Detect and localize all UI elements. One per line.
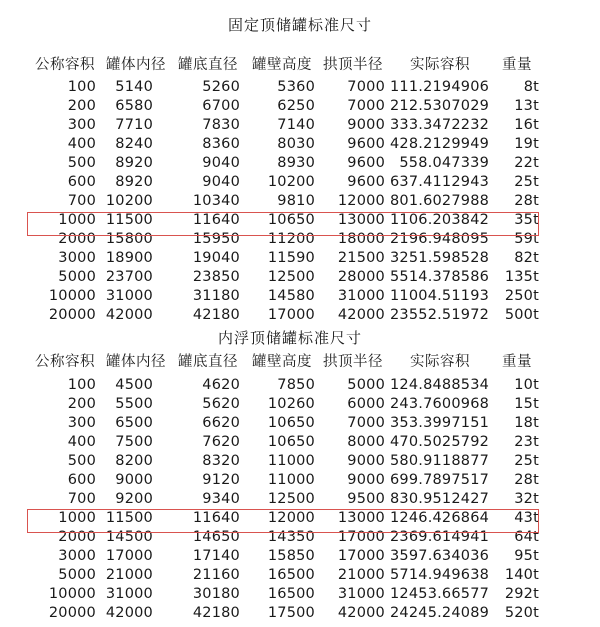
table-row [0,471,600,490]
cell-actual-volume: 699.7897517 [390,472,490,488]
cell-nominal-volume: 500 [67,155,96,171]
cell-wall-height: 15850 [267,548,315,564]
cell-actual-volume: 470.5025792 [390,434,490,450]
cell-inner-diameter: 9200 [115,491,153,507]
table-row [0,135,600,154]
cell-nominal-volume: 20000 [48,605,96,621]
cell-nominal-volume: 200 [67,396,96,412]
table-row [0,116,600,135]
header-inner-diameter: 罐体内径 [106,57,166,73]
cell-weight: 15t [514,396,539,412]
header-bottom-diameter: 罐底直径 [178,57,238,73]
cell-nominal-volume: 400 [67,434,96,450]
cell-weight: 292t [504,586,539,602]
cell-bottom-diameter: 14650 [192,529,240,545]
cell-actual-volume: 637.4112943 [390,174,490,190]
table-row [0,192,600,211]
cell-actual-volume: 801.6027988 [390,193,490,209]
cell-actual-volume: 2369.614941 [390,529,490,545]
cell-wall-height: 17000 [267,307,315,323]
cell-bottom-diameter: 4620 [202,377,240,393]
cell-actual-volume: 3597.634036 [390,548,490,564]
cell-dome-radius: 18000 [337,231,385,247]
cell-weight: 23t [514,434,539,450]
cell-bottom-diameter: 9120 [202,472,240,488]
cell-bottom-diameter: 7830 [202,117,240,133]
cell-weight: 250t [504,288,539,304]
cell-bottom-diameter: 6700 [202,98,240,114]
cell-weight: 10t [514,377,539,393]
cell-weight: 8t [523,79,539,95]
table-row [0,268,600,287]
highlight-box-table2 [27,509,539,533]
cell-inner-diameter: 8240 [115,136,153,152]
table-row [0,452,600,471]
cell-actual-volume: 212.5307029 [390,98,490,114]
table-row [0,306,600,325]
cell-inner-diameter: 7500 [115,434,153,450]
cell-wall-height: 17500 [267,605,315,621]
cell-wall-height: 7140 [277,117,315,133]
cell-weight: 135t [504,269,539,285]
cell-nominal-volume: 3000 [58,250,96,266]
cell-nominal-volume: 20000 [48,307,96,323]
cell-nominal-volume: 100 [67,377,96,393]
cell-bottom-diameter: 21160 [192,567,240,583]
cell-bottom-diameter: 5620 [202,396,240,412]
cell-wall-height: 12500 [267,269,315,285]
cell-nominal-volume: 500 [67,453,96,469]
cell-weight: 59t [514,231,539,247]
table-row [0,395,600,414]
cell-dome-radius: 21000 [337,567,385,583]
table-row [0,287,600,306]
cell-nominal-volume: 600 [67,472,96,488]
cell-actual-volume: 12453.66577 [390,586,490,602]
table-row [0,376,600,395]
cell-actual-volume: 353.3997151 [390,415,490,431]
cell-weight: 25t [514,174,539,190]
cell-weight: 19t [514,136,539,152]
cell-actual-volume: 23552.51972 [390,307,490,323]
cell-wall-height: 6250 [277,98,315,114]
cell-wall-height: 11000 [267,472,315,488]
cell-actual-volume: 333.3472232 [390,117,490,133]
cell-dome-radius: 12000 [337,193,385,209]
cell-bottom-diameter: 8360 [202,136,240,152]
cell-actual-volume: 428.2129949 [390,136,490,152]
cell-dome-radius: 5000 [347,377,385,393]
cell-weight: 25t [514,453,539,469]
cell-actual-volume: 11004.51193 [390,288,490,304]
header-nominal-volume: 公称容积 [35,354,95,370]
table-row [0,585,600,604]
cell-actual-volume: 580.9118877 [390,453,490,469]
cell-bottom-diameter: 19040 [192,250,240,266]
cell-inner-diameter: 11500 [105,510,153,526]
cell-wall-height: 14350 [267,529,315,545]
table-row [0,490,600,509]
header-actual-volume: 实际容积 [410,354,470,370]
cell-wall-height: 16500 [267,567,315,583]
cell-inner-diameter: 21000 [105,567,153,583]
table-row [0,547,600,566]
cell-wall-height: 9810 [277,193,315,209]
cell-nominal-volume: 200 [67,98,96,114]
table1-header-row [0,56,600,75]
table2-title: 内浮顶储罐标准尺寸 [217,329,362,347]
cell-wall-height: 10260 [267,396,315,412]
cell-actual-volume: 1246.426864 [390,510,490,526]
cell-actual-volume: 1106.203842 [390,212,490,228]
cell-weight: 18t [514,415,539,431]
header-actual-volume: 实际容积 [410,57,470,73]
cell-inner-diameter: 8200 [115,453,153,469]
cell-weight: 82t [514,250,539,266]
cell-inner-diameter: 7710 [115,117,153,133]
cell-nominal-volume: 3000 [58,548,96,564]
cell-dome-radius: 42000 [337,605,385,621]
cell-weight: 22t [514,155,539,171]
table-row [0,414,600,433]
cell-dome-radius: 31000 [337,586,385,602]
header-weight: 重量 [502,57,532,73]
cell-inner-diameter: 14500 [105,529,153,545]
table1-title: 固定顶储罐标准尺寸 [227,16,372,34]
header-nominal-volume: 公称容积 [35,57,95,73]
cell-dome-radius: 28000 [337,269,385,285]
cell-inner-diameter: 31000 [105,586,153,602]
cell-actual-volume: 24245.24089 [390,605,490,621]
header-wall-height: 罐壁高度 [252,354,312,370]
cell-inner-diameter: 5500 [115,396,153,412]
cell-bottom-diameter: 31180 [192,288,240,304]
cell-dome-radius: 9000 [347,117,385,133]
cell-bottom-diameter: 7620 [202,434,240,450]
cell-actual-volume: 5514.378586 [390,269,490,285]
cell-inner-diameter: 31000 [105,288,153,304]
highlight-box-table1 [27,212,539,236]
cell-wall-height: 16500 [267,586,315,602]
cell-dome-radius: 17000 [337,529,385,545]
cell-wall-height: 14580 [267,288,315,304]
cell-bottom-diameter: 17140 [192,548,240,564]
cell-dome-radius: 21500 [337,250,385,266]
cell-weight: 35t [514,212,539,228]
cell-weight: 28t [514,193,539,209]
cell-nominal-volume: 700 [67,491,96,507]
cell-inner-diameter: 10200 [105,193,153,209]
cell-nominal-volume: 1000 [58,510,96,526]
cell-nominal-volume: 300 [67,415,96,431]
cell-actual-volume: 3251.598528 [390,250,490,266]
cell-wall-height: 7850 [277,377,315,393]
cell-inner-diameter: 4500 [115,377,153,393]
cell-bottom-diameter: 10340 [192,193,240,209]
cell-nominal-volume: 300 [67,117,96,133]
cell-weight: 43t [514,510,539,526]
cell-actual-volume: 111.2194906 [390,79,490,95]
cell-actual-volume: 558.047339 [399,155,489,171]
cell-inner-diameter: 17000 [105,548,153,564]
cell-actual-volume: 124.8488534 [390,377,490,393]
cell-dome-radius: 13000 [337,510,385,526]
cell-weight: 95t [514,548,539,564]
cell-weight: 16t [514,117,539,133]
table-row [0,97,600,116]
cell-nominal-volume: 10000 [48,288,96,304]
cell-inner-diameter: 15800 [105,231,153,247]
cell-inner-diameter: 9000 [115,472,153,488]
cell-nominal-volume: 400 [67,136,96,152]
cell-wall-height: 10650 [267,212,315,228]
cell-nominal-volume: 600 [67,174,96,190]
cell-wall-height: 10200 [267,174,315,190]
cell-bottom-diameter: 30180 [192,586,240,602]
cell-wall-height: 8930 [277,155,315,171]
cell-inner-diameter: 6500 [115,415,153,431]
cell-actual-volume: 2196.948095 [390,231,490,247]
header-dome-radius: 拱顶半径 [323,57,383,73]
cell-wall-height: 12500 [267,491,315,507]
cell-inner-diameter: 5140 [115,79,153,95]
cell-wall-height: 12000 [267,510,315,526]
cell-dome-radius: 7000 [347,98,385,114]
cell-inner-diameter: 42000 [105,307,153,323]
cell-inner-diameter: 42000 [105,605,153,621]
cell-weight: 500t [504,307,539,323]
cell-dome-radius: 9600 [347,136,385,152]
cell-actual-volume: 5714.949638 [390,567,490,583]
table-row [0,433,600,452]
cell-inner-diameter: 8920 [115,174,153,190]
cell-dome-radius: 8000 [347,434,385,450]
cell-weight: 64t [514,529,539,545]
cell-wall-height: 11590 [267,250,315,266]
cell-dome-radius: 7000 [347,415,385,431]
cell-dome-radius: 6000 [347,396,385,412]
table-row [0,154,600,173]
cell-actual-volume: 830.9512427 [390,491,490,507]
cell-bottom-diameter: 8320 [202,453,240,469]
header-dome-radius: 拱顶半径 [323,354,383,370]
cell-dome-radius: 9600 [347,155,385,171]
cell-nominal-volume: 10000 [48,586,96,602]
cell-dome-radius: 17000 [337,548,385,564]
cell-bottom-diameter: 42180 [192,307,240,323]
cell-wall-height: 11200 [267,231,315,247]
cell-nominal-volume: 2000 [58,231,96,247]
cell-bottom-diameter: 42180 [192,605,240,621]
cell-bottom-diameter: 11640 [192,212,240,228]
cell-actual-volume: 243.7600968 [390,396,490,412]
table-row [0,604,600,623]
table-row [0,249,600,268]
cell-bottom-diameter: 9040 [202,174,240,190]
cell-wall-height: 11000 [267,453,315,469]
header-inner-diameter: 罐体内径 [106,354,166,370]
cell-weight: 28t [514,472,539,488]
cell-bottom-diameter: 9040 [202,155,240,171]
cell-nominal-volume: 700 [67,193,96,209]
cell-weight: 13t [514,98,539,114]
cell-dome-radius: 42000 [337,307,385,323]
cell-wall-height: 10650 [267,434,315,450]
cell-nominal-volume: 2000 [58,529,96,545]
header-weight: 重量 [502,354,532,370]
cell-nominal-volume: 5000 [58,567,96,583]
header-bottom-diameter: 罐底直径 [178,354,238,370]
cell-dome-radius: 7000 [347,79,385,95]
cell-bottom-diameter: 15950 [192,231,240,247]
cell-wall-height: 8030 [277,136,315,152]
cell-weight: 140t [504,567,539,583]
table2-header-row [0,353,600,372]
cell-dome-radius: 9500 [347,491,385,507]
cell-bottom-diameter: 9340 [202,491,240,507]
cell-dome-radius: 9600 [347,174,385,190]
cell-bottom-diameter: 5260 [202,79,240,95]
header-wall-height: 罐壁高度 [252,57,312,73]
cell-nominal-volume: 5000 [58,269,96,285]
cell-nominal-volume: 100 [67,79,96,95]
cell-inner-diameter: 8920 [115,155,153,171]
table-row [0,566,600,585]
cell-bottom-diameter: 11640 [192,510,240,526]
cell-wall-height: 5360 [277,79,315,95]
cell-weight: 32t [514,491,539,507]
cell-wall-height: 10650 [267,415,315,431]
table-row [0,173,600,192]
cell-inner-diameter: 6580 [115,98,153,114]
cell-dome-radius: 13000 [337,212,385,228]
cell-inner-diameter: 23700 [105,269,153,285]
cell-bottom-diameter: 6620 [202,415,240,431]
cell-dome-radius: 9000 [347,472,385,488]
cell-bottom-diameter: 23850 [192,269,240,285]
cell-nominal-volume: 1000 [58,212,96,228]
cell-weight: 520t [504,605,539,621]
cell-dome-radius: 9000 [347,453,385,469]
cell-inner-diameter: 11500 [105,212,153,228]
cell-inner-diameter: 18900 [105,250,153,266]
table-row [0,78,600,97]
cell-dome-radius: 31000 [337,288,385,304]
